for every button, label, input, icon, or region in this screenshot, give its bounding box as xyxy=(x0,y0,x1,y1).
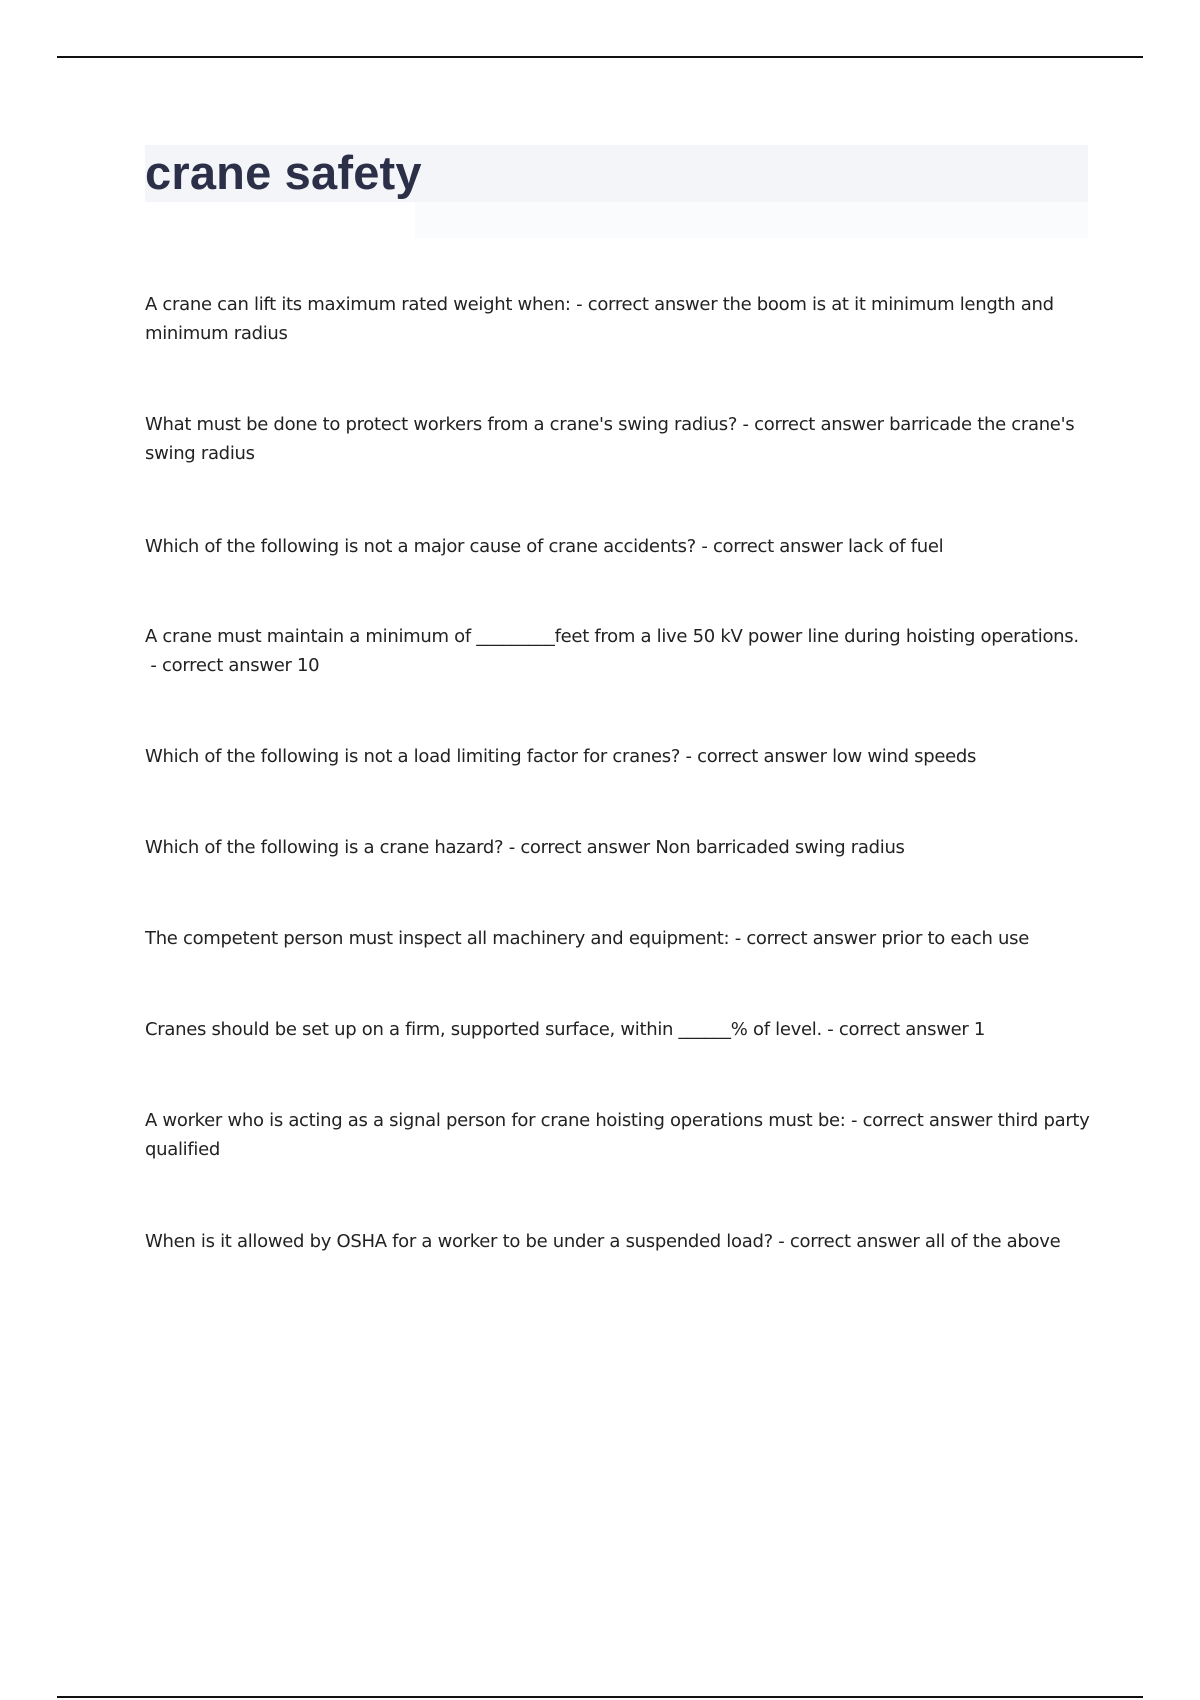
qa-item-3 xyxy=(145,532,1090,561)
answer-text: all of the above xyxy=(924,1231,1061,1252)
qa-item-6 xyxy=(145,833,1090,862)
answer-separator: - correct answer xyxy=(695,536,848,557)
answer-text: prior to each use xyxy=(881,928,1029,949)
question-text: Which of the following is not a major cause of crane accidents? xyxy=(145,536,696,557)
qa-item-8 xyxy=(145,1015,1090,1044)
qa-item-7 xyxy=(145,924,1090,953)
qa-item-1 xyxy=(145,290,1090,348)
qa-item-10 xyxy=(145,1227,1090,1256)
answer-separator: - correct answer xyxy=(845,1110,998,1131)
answer-separator: - correct answer xyxy=(680,746,833,767)
answer-text: the boom is at it minimum length and minimum radius xyxy=(145,294,1054,344)
answer-separator: - correct answer xyxy=(737,414,890,435)
answer-text: 1 xyxy=(973,1019,986,1040)
question-text: Which of the following is a crane hazard? xyxy=(145,837,504,858)
answer-separator: - correct answer xyxy=(821,1019,974,1040)
qa-item-4 xyxy=(145,622,1090,680)
answer-text: 10 xyxy=(297,655,320,676)
question-text: A worker who is acting as a signal person for crane hoisting operations must be: xyxy=(145,1110,846,1131)
answer-text: low wind speeds xyxy=(832,746,977,767)
answer-text: third party qualified xyxy=(145,1110,1090,1160)
answer-text: Non barricaded swing radius xyxy=(655,837,905,858)
answer-text: lack of fuel xyxy=(847,536,944,557)
title-highlight-shadow xyxy=(415,202,1088,238)
question-text: When is it allowed by OSHA for a worker to be under a suspended load? xyxy=(145,1231,773,1252)
footer-rule xyxy=(57,1696,1143,1698)
question-text: A crane must maintain a minimum of _________feet from a live 50 kV power line during hoisting operations. xyxy=(145,626,1079,647)
question-text: Cranes should be set up on a firm, supported surface, within ______% of level. xyxy=(145,1019,822,1040)
answer-separator: - correct answer xyxy=(503,837,656,858)
question-text: What must be done to protect workers from a crane's swing radius? xyxy=(145,414,738,435)
qa-item-9 xyxy=(145,1106,1090,1164)
answer-separator: - correct answer xyxy=(570,294,723,315)
page-title: crane safety xyxy=(145,146,422,199)
answer-separator: - correct answer xyxy=(772,1231,925,1252)
question-text: The competent person must inspect all machinery and equipment: xyxy=(145,928,730,949)
header-rule xyxy=(57,56,1143,58)
qa-item-5 xyxy=(145,742,1090,771)
question-text: A crane can lift its maximum rated weight when: xyxy=(145,294,571,315)
qa-item-2 xyxy=(145,410,1090,468)
answer-text: barricade the crane's swing radius xyxy=(145,414,1075,464)
answer-separator: - correct answer xyxy=(729,928,882,949)
answer-separator: - correct answer xyxy=(145,655,298,676)
question-text: Which of the following is not a load limiting factor for cranes? xyxy=(145,746,681,767)
